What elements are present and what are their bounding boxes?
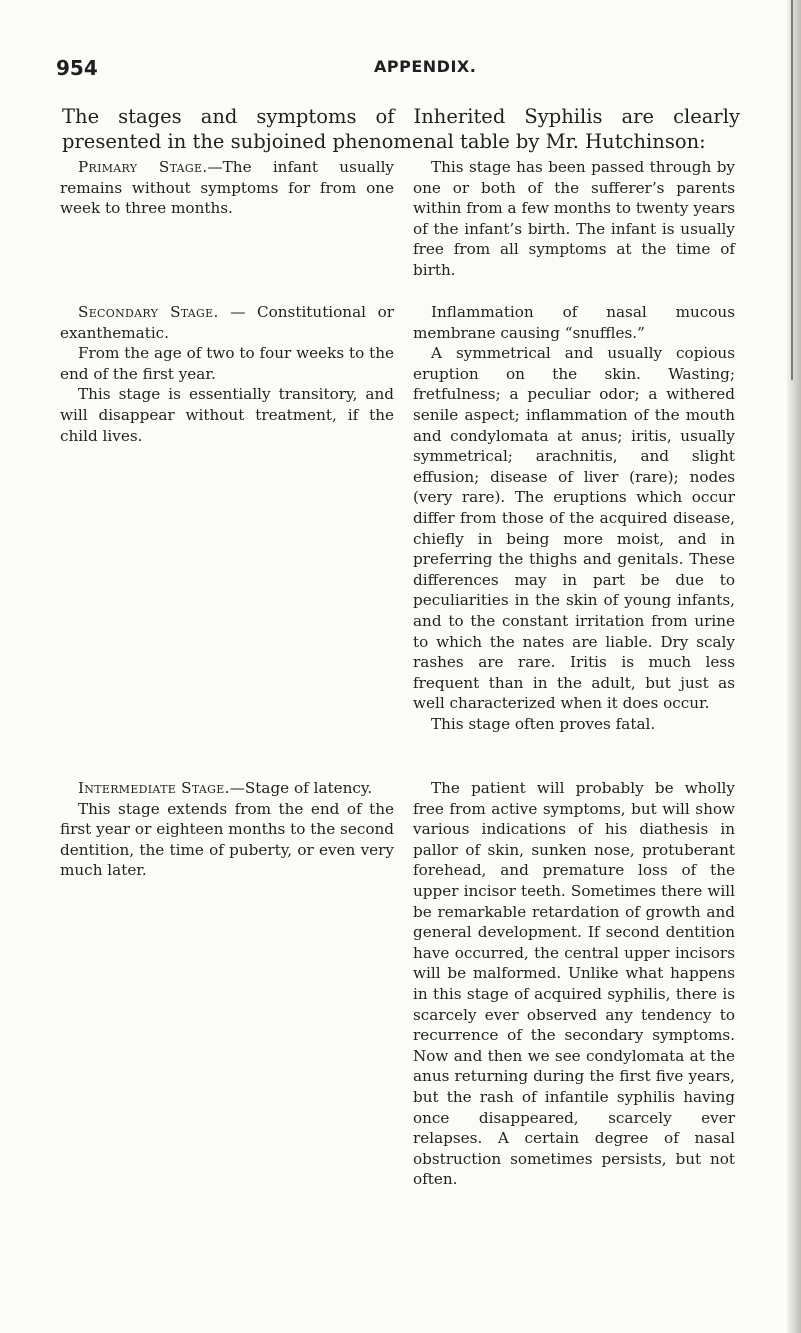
primary-stage-heading: Primary Stage. bbox=[78, 158, 208, 176]
intermediate-stage-left bbox=[60, 778, 394, 881]
page-header bbox=[56, 56, 736, 84]
secondary-stage-symptoms-1: Inflammation of nasal mucous membrane causing “snuffles.” bbox=[413, 303, 735, 342]
primary-stage-symptoms: This stage has been passed through by one or both of the sufferer’s parents within from a few months to twenty years of the infant’s birth. The infant is usually free from all symptoms at the time of birth. bbox=[413, 158, 735, 279]
intermediate-stage-period: This stage extends from the end of the first year or eighteen months to the second dentition, the time of puberty, or even very much later. bbox=[60, 799, 394, 880]
primary-stage-left bbox=[60, 157, 394, 219]
intermediate-stage-description: Intermediate Stage.—Stage of latency. bbox=[78, 779, 373, 797]
secondary-stage-period: From the age of two to four weeks to the end of the first year. bbox=[60, 344, 394, 383]
secondary-stage-left bbox=[60, 302, 394, 446]
secondary-stage-description: Secondary Stage. — Constitutional or exanthematic. bbox=[60, 303, 394, 342]
page-edge-shadow bbox=[787, 0, 801, 1333]
secondary-stage-right bbox=[413, 302, 735, 734]
intermediate-stage-heading: Intermediate Stage. bbox=[78, 779, 230, 797]
primary-stage-description: Primary Stage.—The infant usually remains without symptoms for from one week to three months. bbox=[60, 158, 395, 218]
secondary-stage-symptoms-2: A symmetrical and usually copious eruption on the skin. Wasting; fretfulness; a peculiar odor; a withered senile aspect; inflammation of the mouth and condylomata at anus; iritis, usually symmetrical; arachnitis, and slight effusion; disease of liver (rare); nodes (very rare). The eruptions which occur differ from those of the acquired disease, chiefly in being more moist, and in preferring the thighs and genitals. These differences may in part be due to peculiarities in the skin of young infants, and to the constant irritation from urine to which the nates are liable. Dry scaly rashes are rare. Iritis is much less frequent than in the adult, but just as well characterized when it does occur. bbox=[413, 344, 735, 713]
page-number: 954 bbox=[56, 56, 98, 80]
running-head: APPENDIX. bbox=[374, 57, 477, 76]
secondary-stage-heading: Secondary Stage. bbox=[78, 303, 219, 321]
intermediate-stage-symptoms: The patient will probably be wholly free from active symptoms, but will show various indications of his diathesis in pallor of skin, sunken nose, protuberant forehead, and premature loss of the upper incisor teeth. Sometimes there will be remarkable retardation of growth and general development. If second dentition have occurred, the central upper incisors will be malformed. Unlike what happens in this stage of acquired syphilis, there is scarcely ever observed any tendency to recurrence of the secondary symptoms. Now and then we see condylomata at the anus returning during the first five years, but the rash of infantile syphilis having once disappeared, scarcely ever relapses. A certain degree of nasal obstruction sometimes persists, but not often. bbox=[413, 779, 735, 1189]
page-edge-line bbox=[791, 0, 793, 380]
secondary-stage-note: This stage is essentially transitory, and will disappear without treatment, if the child lives. bbox=[60, 385, 394, 445]
intro-paragraph: The stages and symptoms of Inherited Syphilis are clearly presented in the subjoined phenomenal table by Mr. Hutchinson: bbox=[62, 105, 740, 153]
intermediate-stage-right bbox=[413, 778, 735, 1190]
secondary-stage-symptoms-3: This stage often proves fatal. bbox=[431, 714, 656, 733]
primary-stage-right bbox=[413, 157, 735, 281]
